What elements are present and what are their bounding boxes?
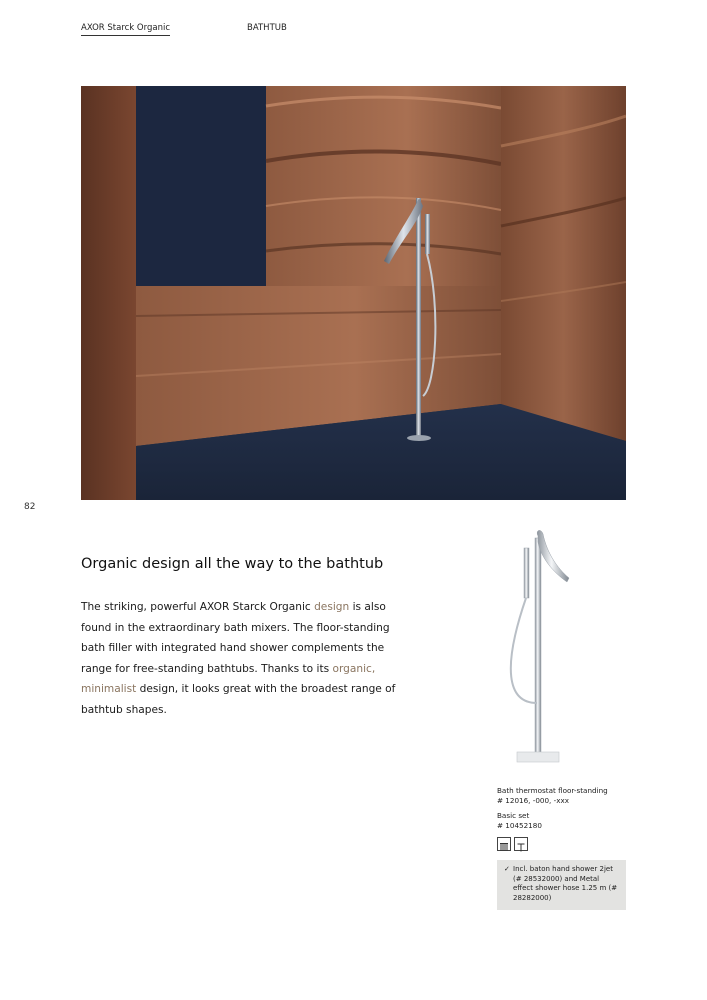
product-bath-filler-image — [497, 528, 572, 768]
product-codes: # 12016, -000, -xxx — [497, 796, 569, 805]
highlight-organic-minimalist-link[interactable]: organic, minimalist — [81, 662, 376, 695]
basic-set-code: # 10452180 — [497, 821, 542, 830]
body-text-part-1: The striking, powerful AXOR Starck Organic — [81, 601, 315, 613]
body-paragraph — [81, 597, 416, 720]
header-brand-link[interactable]: AXOR Starck Organic — [81, 23, 170, 36]
header-section-label: BATHTUB — [247, 23, 287, 33]
body-text-part-2: is also found in the extraordinary bath mixers. The floor-standing bath filler with integrated hand shower complements the range for free-standing bathtubs. Thanks to its — [81, 601, 390, 675]
floor-standing-icon — [514, 837, 528, 851]
thermostat-icon — [497, 837, 511, 851]
product-name: Bath thermostat floor-standing — [497, 786, 608, 795]
included-accessories-note — [497, 860, 626, 910]
body-text-part-3: design, it looks great with the broadest range of bathtub shapes. — [81, 683, 396, 716]
included-accessories-text: Incl. baton hand shower 2jet (# 28532000) and Metal effect shower hose 1.25 m (# 28282000) — [513, 865, 618, 902]
hero-bathroom-photo — [81, 86, 626, 500]
section-headline: Organic design all the way to the bathtub — [81, 556, 384, 572]
check-icon: ✓ — [504, 865, 510, 873]
basic-set-label: Basic set — [497, 811, 530, 820]
page-number: 82 — [24, 502, 36, 512]
highlight-design-link[interactable]: design — [314, 601, 350, 613]
